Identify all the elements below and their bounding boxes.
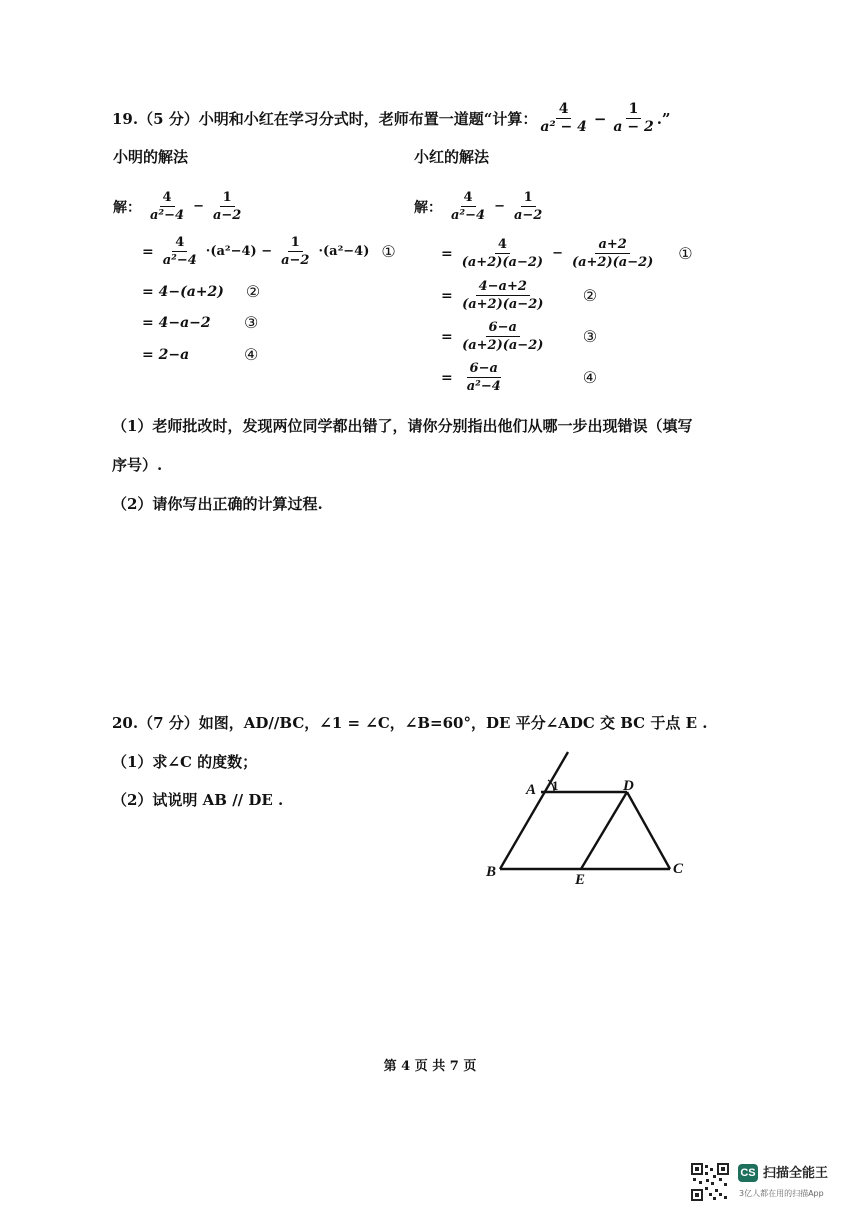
label-B: B [486, 864, 497, 880]
label-angle-1: 1 [552, 778, 559, 793]
watermark-subtitle: 3亿人都在用的扫描App [739, 1189, 824, 1198]
step-marker-3: ③ [582, 327, 598, 346]
page-footer: 第 4 页 共 7 页 [383, 1059, 477, 1074]
label-C: C [673, 861, 684, 877]
xm-fraction: $\frac{4}{\text{a²−4}}$ [162, 235, 197, 268]
xh-fraction: $\frac{4}{(a+2)(a-2)}$ [461, 237, 544, 270]
xh-step-1: = $\frac{4}{(a+2)(a-2)}$ − $\frac{a+2}{(a+2)(a-2)}$ ① [441, 237, 693, 270]
xh-fraction: $\frac{4-a+2}{(a+2)(a-2)}$ [462, 279, 544, 312]
step-marker-1: ① [678, 244, 693, 263]
camscanner-logo-icon: CS [738, 1164, 758, 1182]
ray-BA-extended [500, 752, 568, 869]
q19-part1-line2: 序号）. [112, 456, 163, 474]
xm-fraction: $\frac{1}{a-2}$ [281, 235, 310, 268]
xh-fraction: $\frac{6-a}{(a+2)(a-2)}$ [462, 320, 544, 353]
xm-step-3: = 4−a−2 ③ [142, 313, 259, 332]
segment-DC [627, 792, 670, 869]
xh-fraction: $\frac{a+2}{(a+2)(a-2)}$ [571, 237, 654, 270]
q20-part2: （2）试说明 AB // DE . [112, 791, 284, 809]
q19-minus: − [593, 109, 607, 128]
q20-part1: （1）求∠C 的度数； [112, 753, 258, 771]
q19-prefix: 19.（5 分）小明和小红在学习分式时，老师布置一道题“计算： [112, 110, 538, 128]
xh-fraction: $\frac{1}{a-2}$ [513, 190, 543, 223]
xiaohong-title: 小红的解法 [414, 148, 490, 166]
xh-fraction: $\frac{4}{\text{a²−4}}$ [451, 190, 486, 223]
q19-task-fraction-2: $\frac{1}{a - 2}$ [613, 101, 654, 135]
label-D: D [623, 778, 634, 794]
q20-stem: 20.（7 分）如图，AD//BC，∠1 = ∠C，∠B=60°，DE 平分∠ADC 交 BC 于点 E . [112, 714, 708, 732]
xiaoming-title: 小明的解法 [113, 148, 189, 166]
geometry-figure [470, 740, 710, 890]
step-marker-1: ① [381, 242, 396, 261]
step-marker-4: ④ [582, 368, 598, 387]
watermark-name: 扫描全能王 [763, 1166, 829, 1181]
label-E: E [575, 872, 586, 888]
xm-line-0: 解： $\frac{4}{\text{a²−4}}$ − $\frac{1}{a-2}$ [113, 190, 244, 223]
q19-task-fraction-1: $\frac{4}{\text{a² − 4}}$ [540, 101, 587, 135]
step-marker-2: ② [245, 282, 261, 301]
step-marker-4: ④ [244, 345, 259, 364]
xm-step-2: = 4−(a+2) ② [142, 282, 261, 301]
label-A: A [526, 782, 537, 798]
xm-fraction: $\frac{4}{\text{a²−4}}$ [150, 190, 185, 223]
xh-step-3: = $\frac{6-a}{(a+2)(a-2)}$ ③ [441, 320, 598, 353]
xm-step-1: = $\frac{4}{\text{a²−4}}$ ·(a²−4) − $\frac{1}{a-2}$ ·(a²−4) ① [142, 235, 396, 268]
q19-part2: （2）请你写出正确的计算过程. [112, 495, 323, 513]
qr-code-icon [691, 1163, 729, 1201]
step-marker-3: ③ [244, 313, 259, 332]
segment-DE [581, 792, 627, 869]
xh-step-2: = $\frac{4-a+2}{(a+2)(a-2)}$ ② [441, 279, 598, 312]
q19-part1-line1: （1）老师批改时，发现两位同学都出错了，请你分别指出他们从哪一步出现错误（填写 [112, 417, 693, 435]
xm-fraction: $\frac{1}{a-2}$ [212, 190, 242, 223]
q19-suffix: .” [656, 109, 671, 128]
xh-line-0: 解： $\frac{4}{\text{a²−4}}$ − $\frac{1}{a-2}$ [414, 190, 545, 223]
step-marker-2: ② [582, 286, 598, 305]
xh-fraction: $\frac{6-a}{\text{a²−4}}$ [466, 361, 501, 394]
xh-step-4: = $\frac{6-a}{\text{a²−4}}$ ④ [441, 361, 598, 394]
xm-step-4: = 2−a ④ [142, 345, 259, 364]
q19-stem [112, 102, 671, 135]
